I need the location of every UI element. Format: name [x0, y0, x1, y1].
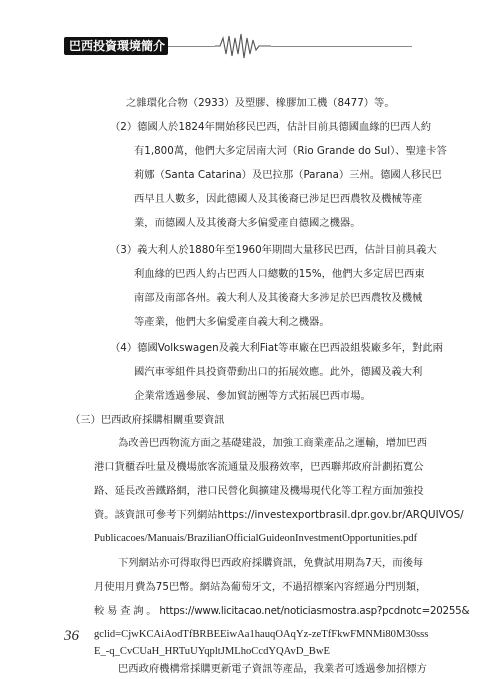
text-line: 有1,800萬，他們大多定居南大河（Rio Grande do Sul）、聖達卡答 [134, 145, 447, 157]
text-line: 國汽車零組件具投資帶動出口的拓展效應。此外，德國及義大利 [134, 366, 423, 378]
list-item-4-line: （4）德國Volkswagen及義大利Fiat等車廠在巴西設組裝廠多年，對此兩 [110, 342, 443, 354]
text-line: 企業常透過參展、參加貿訪團等方式拓展巴西市場。 [134, 390, 371, 402]
text-line: 之雜環化合物（2933）及塑膠、橡膠加工機（8477）等。 [126, 97, 395, 109]
list-item-3-line: （3）義大利人於1880年至1960年期間大量移民巴西，估計目前具義大 [110, 244, 437, 256]
text-line: 西早且人數多，因此德國人及其後裔已涉足巴西農牧及機械等產 [134, 193, 423, 205]
paragraph-line: 下列網站亦可得取得巴西政府採購資訊，免費試用期為7天，而後每 [118, 557, 424, 569]
paragraph-line: 月使用月費為75巴幣。網站為葡萄牙文，不過招標案內容經過分門別類， [94, 581, 427, 593]
url-line: E_-q_CvCUaH_HRTuUYqpltJMLhoCcdYQAvD_BwE [94, 646, 330, 657]
text-line: 莉娜（Santa Catarina）及巴拉那（Parana）三州。德國人移民巴 [134, 169, 442, 181]
header-title: 巴西投資環境簡介 [69, 39, 166, 53]
url-line: gclid=CjwKCAiAodTfBRBEEiwAa1hauqOAqYz-zeTfFkwFMNMi80M30sss [94, 629, 429, 640]
paragraph-line: 港口貨櫃吞吐量及機場旅客流通量及服務效率，巴西聯邦政府計劃拓寬公 [94, 461, 424, 473]
text-line: 業，而德國人及其後裔大多偏愛產自德國之機器。 [134, 217, 361, 229]
header-rule [168, 46, 412, 47]
paragraph-line: 資。該資訊可參考下列網站https://investexportbrasil.dpr.gov.br/ARQUIVOS/ [94, 509, 464, 521]
section-heading: （三）巴西政府採購相關重要資訊 [70, 414, 225, 426]
page-number: 36 [64, 628, 79, 644]
text-line: 南部及南部各州。義大利人及其後裔大多涉足於巴西農牧及機械 [134, 292, 423, 304]
page-header [0, 0, 480, 70]
paragraph-line: 為改善巴西物流方面之基礎建設，加強工商業產品之運輸，增加巴西 [118, 437, 427, 449]
paragraph-line: 巴西政府機構常採購更新電子資訊等產品，我業者可透過參加招標方 [118, 663, 427, 675]
paragraph-line: 路、延長改善鐵路網，港口民營化與擴建及機場現代化等工程方面加強投 [94, 485, 424, 497]
text-line: 利血緣的巴西人約占巴西人口總數的15%，他們大多定居巴西東 [134, 268, 425, 280]
list-item-2-line: （2）德國人於1824年開始移民巴西，估計目前具德國血緣的巴西人約 [110, 121, 432, 133]
heartbeat-wave-icon [215, 30, 271, 62]
text-line: 等產業，他們大多偏愛產自義大利之機器。 [134, 316, 330, 328]
paragraph-line: 較 易 查 詢 。 https://www.licitacao.net/noticiasmostra.asp?pcdnotc=20255& [94, 605, 470, 617]
url-line: Publicacoes/Manuais/BrazilianOfficialGuideonInvestmentOpportunities.pdf [94, 533, 418, 544]
